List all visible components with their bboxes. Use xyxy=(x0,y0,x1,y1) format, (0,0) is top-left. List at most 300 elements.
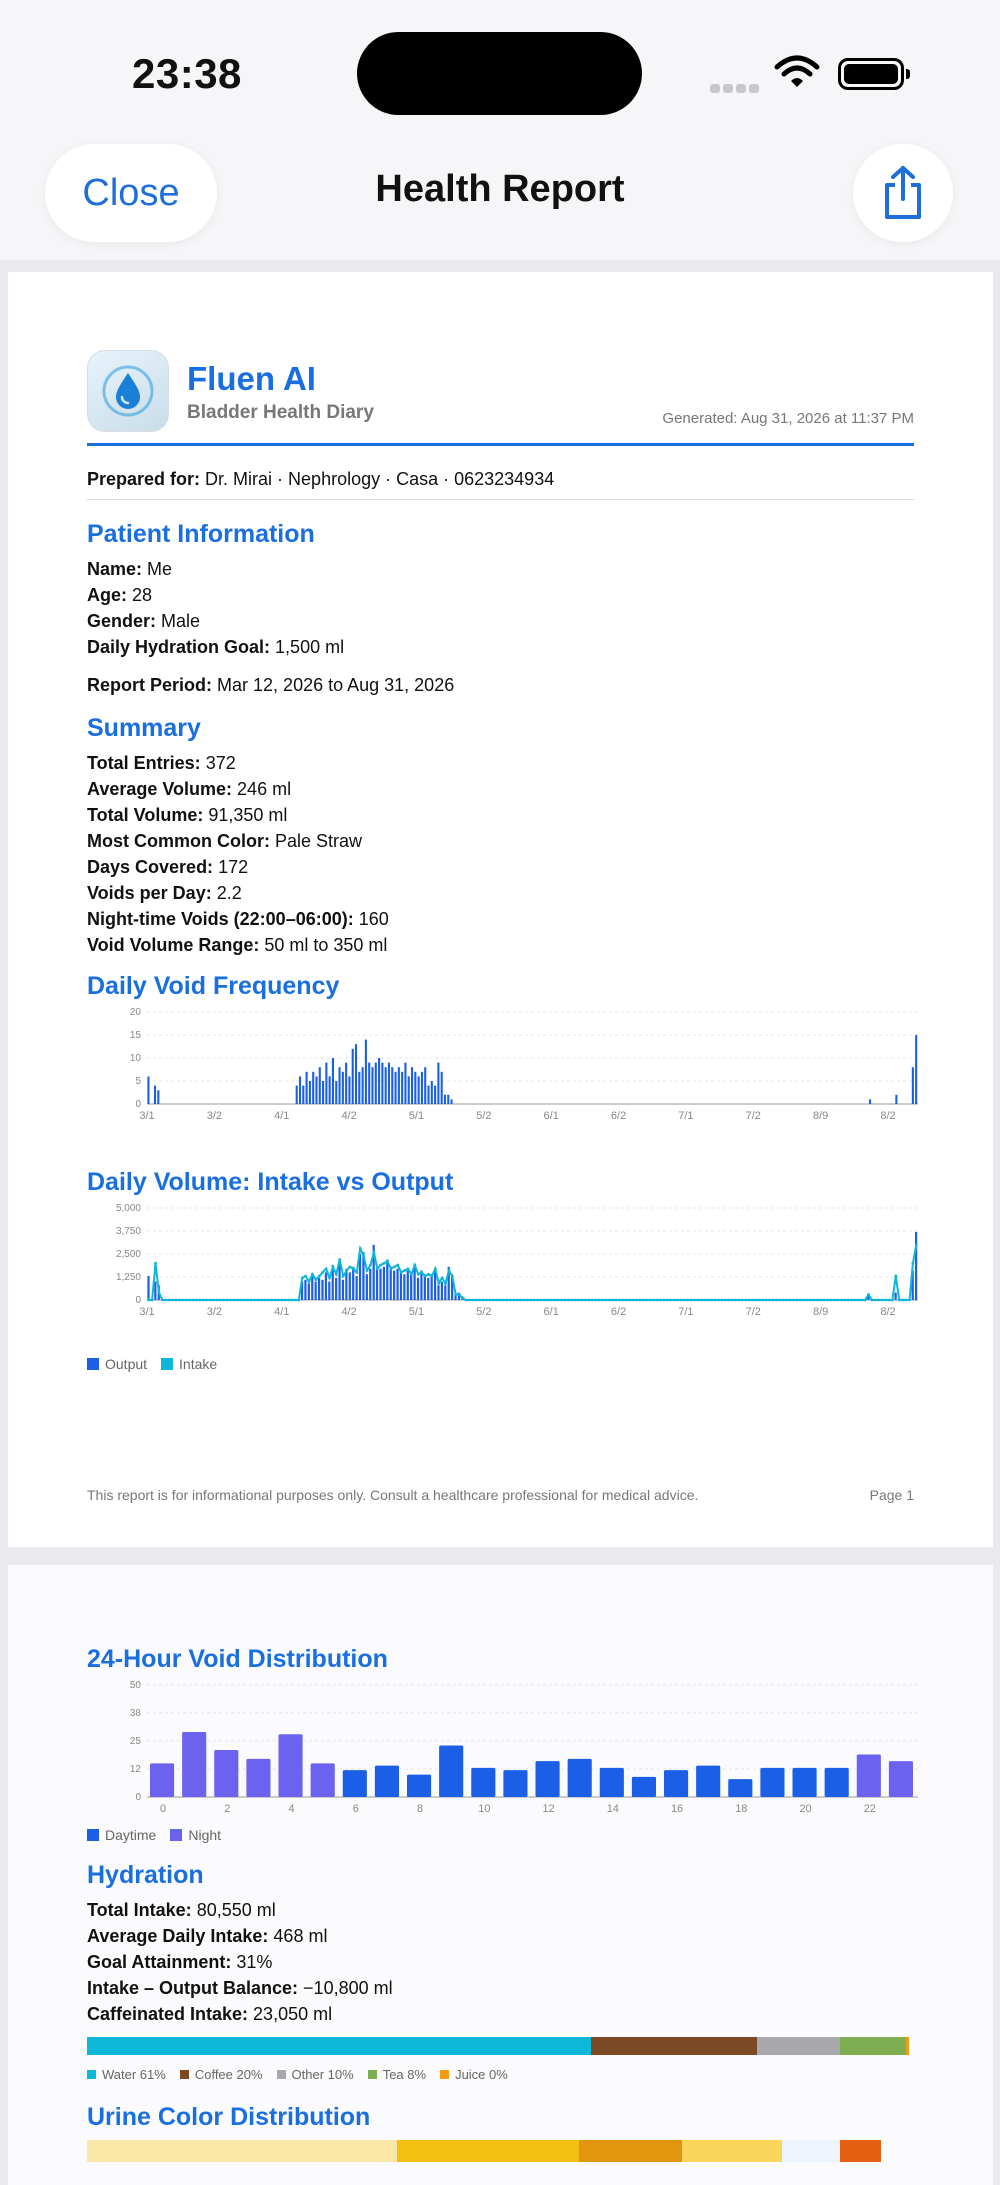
void-frequency-chart xyxy=(87,1004,927,1124)
intake-point xyxy=(400,1271,403,1274)
intake-point xyxy=(690,1299,693,1302)
intake-point xyxy=(318,1275,321,1278)
output-bar xyxy=(318,1278,320,1300)
intake-point xyxy=(615,1299,618,1302)
output-bar xyxy=(403,1274,405,1300)
frequency-bar xyxy=(395,1072,397,1104)
intake-point xyxy=(430,1275,433,1278)
hydration-field-value: 23,050 ml xyxy=(248,2004,333,2024)
intake-point xyxy=(277,1299,280,1302)
hour-bar xyxy=(439,1745,463,1797)
output-bar xyxy=(325,1272,327,1300)
intake-point xyxy=(280,1299,283,1302)
intake-point xyxy=(853,1299,856,1302)
frequency-bar xyxy=(348,1076,350,1104)
hydration-field-value: 31% xyxy=(231,1952,273,1972)
intake-point xyxy=(529,1299,532,1302)
report-page-2 xyxy=(8,1565,993,2185)
intake-point xyxy=(424,1275,427,1278)
intake-point xyxy=(345,1269,348,1272)
intake-point xyxy=(164,1299,167,1302)
drink-legend-label: Other 10% xyxy=(291,2067,354,2082)
hydration-field-value: 468 ml xyxy=(268,1926,328,1946)
x-tick-label: 6/1 xyxy=(543,1110,559,1122)
frequency-bar xyxy=(912,1067,914,1104)
x-tick-label: 5/2 xyxy=(476,1306,492,1318)
intake-point xyxy=(454,1293,457,1296)
summary-field-row xyxy=(87,854,389,880)
frequency-bar xyxy=(421,1072,423,1104)
prepared-value: Dr. Mirai · Nephrology · Casa · 0623234934 xyxy=(205,469,555,489)
drink-segment xyxy=(87,2037,591,2055)
intake-point xyxy=(741,1299,744,1302)
intake-point xyxy=(587,1299,590,1302)
frequency-bar xyxy=(414,1072,416,1104)
hydration-field-row xyxy=(87,2001,393,2027)
intake-point xyxy=(181,1299,184,1302)
hour-bar xyxy=(696,1766,720,1797)
intake-point xyxy=(758,1299,761,1302)
frequency-bar xyxy=(368,1063,370,1104)
output-bar xyxy=(379,1269,381,1300)
intake-point xyxy=(239,1299,242,1302)
y-tick-label: 15 xyxy=(129,1030,141,1041)
hydration-field-label: Caffeinated Intake: xyxy=(87,2004,249,2024)
intake-point xyxy=(485,1299,488,1302)
intake-point xyxy=(471,1299,474,1302)
intake-point xyxy=(216,1299,219,1302)
summary-field-label: Average Volume: xyxy=(87,779,233,799)
y-tick-label: 3,750 xyxy=(115,1226,141,1237)
prepared-label: Prepared for: xyxy=(87,469,201,489)
frequency-bar xyxy=(309,1081,311,1104)
hour-bar xyxy=(407,1775,431,1797)
output-bar xyxy=(386,1260,388,1300)
report-period-label: Report Period: xyxy=(87,675,213,695)
hour-bar xyxy=(279,1734,303,1797)
urine-color-bar xyxy=(87,2140,914,2162)
intake-point xyxy=(857,1299,860,1302)
output-bar xyxy=(393,1271,395,1300)
intake-point xyxy=(420,1271,423,1274)
intake-point xyxy=(448,1269,451,1272)
intake-point xyxy=(720,1299,723,1302)
intake-point xyxy=(154,1262,157,1265)
color-segment xyxy=(682,2140,781,2162)
intake-point xyxy=(645,1299,648,1302)
intake-point xyxy=(652,1299,655,1302)
frequency-bar xyxy=(418,1076,420,1104)
legend-swatch-daytime xyxy=(87,1829,99,1841)
summary-field-value: 50 ml to 350 ml xyxy=(259,935,388,955)
summary-field-value: 91,350 ml xyxy=(203,805,288,825)
output-bar xyxy=(308,1283,310,1300)
frequency-bar xyxy=(154,1086,156,1104)
intake-point xyxy=(622,1299,625,1302)
output-bar xyxy=(338,1263,340,1300)
frequency-bar xyxy=(869,1099,871,1104)
intake-point xyxy=(526,1299,529,1302)
volume-legend xyxy=(87,1356,217,1372)
output-bar xyxy=(352,1267,354,1300)
output-bar xyxy=(147,1276,149,1300)
intake-point xyxy=(314,1278,317,1281)
intake-point xyxy=(304,1275,307,1278)
intake-point xyxy=(697,1299,700,1302)
legend-swatch xyxy=(277,2070,286,2079)
x-tick-label: 3/1 xyxy=(139,1110,155,1122)
brand-name: Fluen AI xyxy=(187,360,316,397)
intake-point xyxy=(519,1299,522,1302)
intake-point xyxy=(778,1299,781,1302)
legend-swatch xyxy=(180,2070,189,2079)
drink-distribution-bar xyxy=(87,2037,914,2055)
intake-point xyxy=(604,1299,607,1302)
intake-point xyxy=(564,1299,567,1302)
intake-point xyxy=(598,1299,601,1302)
legend-swatch xyxy=(440,2070,449,2079)
intake-point xyxy=(301,1277,304,1280)
divider xyxy=(87,499,914,500)
intake-point xyxy=(284,1299,287,1302)
intake-point xyxy=(342,1275,345,1278)
x-tick-label: 4/1 xyxy=(274,1306,290,1318)
y-tick-label: 0 xyxy=(135,1295,141,1306)
frequency-bar xyxy=(441,1072,443,1104)
intake-point xyxy=(881,1299,884,1302)
output-bar xyxy=(427,1278,429,1300)
frequency-bar xyxy=(437,1063,439,1104)
intake-point xyxy=(577,1299,580,1302)
intake-point xyxy=(755,1299,758,1302)
share-button[interactable] xyxy=(853,144,953,242)
hour-bar xyxy=(632,1777,656,1797)
output-bar xyxy=(328,1282,330,1300)
intake-point xyxy=(362,1254,365,1257)
intake-point xyxy=(765,1299,768,1302)
intake-point xyxy=(332,1265,335,1268)
intake-point xyxy=(642,1299,645,1302)
drink-legend-label: Water 61% xyxy=(102,2067,166,2082)
intake-point xyxy=(274,1299,277,1302)
hour-bar xyxy=(889,1761,913,1797)
intake-point xyxy=(461,1297,464,1300)
page-number: Page 1 xyxy=(869,1487,914,1503)
output-bar xyxy=(444,1285,446,1300)
x-tick-label: 5/2 xyxy=(476,1110,492,1122)
drink-legend-item xyxy=(277,2067,354,2082)
frequency-bar xyxy=(447,1095,449,1104)
intake-point xyxy=(465,1299,468,1302)
summary-field-value: 246 ml xyxy=(232,779,292,799)
frequency-bar xyxy=(401,1072,403,1104)
intake-point xyxy=(819,1299,822,1302)
drink-legend-item xyxy=(440,2067,508,2082)
intake-point xyxy=(550,1299,553,1302)
intake-point xyxy=(260,1299,263,1302)
intake-point xyxy=(823,1299,826,1302)
frequency-bar xyxy=(915,1035,917,1104)
intake-point xyxy=(222,1299,225,1302)
intake-point xyxy=(325,1267,328,1270)
x-tick-label: 7/2 xyxy=(745,1306,761,1318)
output-bar xyxy=(154,1282,156,1300)
frequency-bar xyxy=(352,1049,354,1104)
output-bar xyxy=(390,1267,392,1300)
intake-point xyxy=(560,1299,563,1302)
output-bar xyxy=(413,1267,415,1300)
summary-field-label: Total Volume: xyxy=(87,805,204,825)
distribution-legend xyxy=(87,1827,221,1843)
intake-point xyxy=(294,1299,297,1302)
output-bar xyxy=(915,1232,917,1300)
hour-bar xyxy=(760,1768,784,1797)
summary-field-value: 372 xyxy=(200,753,236,773)
hour-bar xyxy=(825,1768,849,1797)
x-tick-label: 4/2 xyxy=(341,1110,357,1122)
intake-line xyxy=(149,1245,917,1300)
patient-field-row xyxy=(87,556,344,582)
intake-point xyxy=(366,1269,369,1272)
x-tick-label: 14 xyxy=(606,1803,619,1815)
hydration-field-label: Total Intake: xyxy=(87,1900,192,1920)
x-tick-label: 6/2 xyxy=(610,1306,627,1318)
x-tick-label: 4 xyxy=(288,1803,295,1815)
y-tick-label: 10 xyxy=(129,1053,141,1064)
patient-info-heading: Patient Information xyxy=(87,520,315,548)
dynamic-island xyxy=(357,32,642,115)
output-bar xyxy=(417,1278,419,1300)
summary-field-row xyxy=(87,906,389,932)
color-segment xyxy=(840,2140,881,2162)
frequency-bar xyxy=(345,1063,347,1104)
y-tick-label: 2,500 xyxy=(115,1249,141,1260)
drink-segment xyxy=(757,2037,840,2055)
summary-field-row xyxy=(87,880,389,906)
x-tick-label: 5/1 xyxy=(408,1306,425,1318)
y-tick-label: 25 xyxy=(129,1736,141,1747)
legend-swatch-output xyxy=(87,1358,99,1370)
intake-point xyxy=(782,1299,785,1302)
intake-point xyxy=(390,1267,393,1270)
intake-point xyxy=(864,1299,867,1302)
color-segment xyxy=(782,2140,840,2162)
frequency-bar xyxy=(358,1072,360,1104)
intake-point xyxy=(792,1299,795,1302)
intake-point xyxy=(413,1264,416,1267)
intake-point xyxy=(581,1299,584,1302)
intake-point xyxy=(158,1291,161,1294)
frequency-bar xyxy=(434,1086,436,1104)
intake-point xyxy=(833,1299,836,1302)
intake-point xyxy=(352,1267,355,1270)
legend-swatch-night xyxy=(170,1829,182,1841)
hour-bar xyxy=(793,1768,817,1797)
intake-point xyxy=(594,1299,597,1302)
output-bar xyxy=(437,1285,439,1300)
x-tick-label: 4/2 xyxy=(341,1306,357,1318)
intake-point xyxy=(877,1299,880,1302)
hour-bar xyxy=(857,1754,881,1797)
intake-point xyxy=(250,1299,253,1302)
output-bar xyxy=(304,1280,306,1300)
drink-legend-label: Coffee 20% xyxy=(194,2067,263,2082)
status-time: 23:38 xyxy=(132,50,242,97)
intake-point xyxy=(355,1271,358,1274)
intake-point xyxy=(229,1299,232,1302)
volume-heading: Daily Volume: Intake vs Output xyxy=(87,1168,454,1196)
hydration-field-label: Average Daily Intake: xyxy=(87,1926,269,1946)
y-tick-label: 5,000 xyxy=(115,1203,141,1214)
intake-point xyxy=(915,1243,918,1246)
intake-point xyxy=(338,1258,341,1261)
intake-point xyxy=(703,1299,706,1302)
hour-bar xyxy=(214,1750,238,1797)
drink-legend xyxy=(87,2067,508,2082)
intake-point xyxy=(495,1299,498,1302)
prepared-for xyxy=(87,469,554,490)
intake-point xyxy=(806,1299,809,1302)
frequency-bar xyxy=(427,1086,429,1104)
intake-point xyxy=(799,1299,802,1302)
intake-point xyxy=(737,1299,740,1302)
intake-point xyxy=(676,1299,679,1302)
intake-point xyxy=(867,1293,870,1296)
void-frequency-heading: Daily Void Frequency xyxy=(87,972,340,1000)
hydration-field-row xyxy=(87,1923,393,1949)
x-tick-label: 6/2 xyxy=(610,1110,627,1122)
intake-point xyxy=(533,1299,536,1302)
intake-point xyxy=(717,1299,720,1302)
summary-field-value: 172 xyxy=(213,857,249,877)
frequency-bar xyxy=(895,1095,897,1104)
intake-point xyxy=(727,1299,730,1302)
close-button[interactable]: Close xyxy=(45,144,217,242)
intake-point xyxy=(437,1282,440,1285)
x-tick-label: 3/2 xyxy=(206,1306,223,1318)
intake-point xyxy=(403,1269,406,1272)
patient-field-value: Male xyxy=(156,611,201,631)
intake-point xyxy=(475,1299,478,1302)
intake-point xyxy=(502,1299,505,1302)
frequency-bar xyxy=(381,1063,383,1104)
intake-point xyxy=(611,1299,614,1302)
intake-point xyxy=(233,1299,236,1302)
x-tick-label: 8/2 xyxy=(880,1306,896,1318)
output-bar xyxy=(895,1293,897,1300)
page-title: Health Report xyxy=(375,168,625,210)
intake-point xyxy=(748,1299,751,1302)
frequency-bar xyxy=(329,1076,331,1104)
x-tick-label: 6 xyxy=(352,1803,359,1815)
intake-point xyxy=(396,1264,399,1267)
x-tick-label: 8/9 xyxy=(812,1306,829,1318)
intake-point xyxy=(669,1299,672,1302)
x-tick-label: 3/2 xyxy=(206,1110,223,1122)
legend-daytime: Daytime xyxy=(105,1827,157,1843)
patient-field-label: Daily Hydration Goal: xyxy=(87,637,271,657)
intake-point xyxy=(894,1275,897,1278)
intake-point xyxy=(376,1267,379,1270)
patient-field-value: Me xyxy=(142,559,173,579)
x-tick-label: 3/1 xyxy=(139,1306,155,1318)
frequency-bar xyxy=(339,1067,341,1104)
frequency-bar xyxy=(408,1076,410,1104)
intake-point xyxy=(840,1299,843,1302)
output-bar xyxy=(424,1274,426,1300)
intake-point xyxy=(369,1264,372,1267)
intake-point xyxy=(256,1299,259,1302)
intake-point xyxy=(809,1299,812,1302)
output-bar xyxy=(407,1271,409,1300)
patient-field-label: Age: xyxy=(87,585,127,605)
intake-point xyxy=(202,1299,205,1302)
intake-point xyxy=(263,1299,266,1302)
hour-bar xyxy=(343,1770,367,1797)
hydration-field-row xyxy=(87,1975,393,2001)
output-bar xyxy=(349,1272,351,1300)
navigation-bar xyxy=(0,130,1000,260)
drink-legend-item xyxy=(368,2067,426,2082)
frequency-bar xyxy=(302,1086,304,1104)
intake-point xyxy=(441,1277,444,1280)
patient-info-list xyxy=(87,556,344,660)
drink-segment xyxy=(840,2037,906,2055)
y-tick-label: 12 xyxy=(129,1764,141,1775)
intake-point xyxy=(219,1299,222,1302)
intake-point xyxy=(308,1280,311,1283)
summary-field-label: Night-time Voids (22:00–06:00): xyxy=(87,909,354,929)
hour-bar xyxy=(600,1768,624,1797)
intake-point xyxy=(383,1262,386,1265)
frequency-bar xyxy=(444,1095,446,1104)
output-bar xyxy=(383,1267,385,1300)
intake-point xyxy=(666,1299,669,1302)
intake-point xyxy=(444,1282,447,1285)
intake-point xyxy=(871,1299,874,1302)
intake-point xyxy=(574,1299,577,1302)
frequency-bar xyxy=(147,1076,149,1104)
drink-legend-label: Juice 0% xyxy=(455,2067,508,2082)
frequency-bar xyxy=(325,1063,327,1104)
frequency-bar xyxy=(157,1090,159,1104)
cellular-signal-icon xyxy=(710,80,762,98)
summary-field-row xyxy=(87,802,389,828)
frequency-bar xyxy=(332,1058,334,1104)
summary-field-label: Voids per Day: xyxy=(87,883,212,903)
intake-point xyxy=(714,1299,717,1302)
intake-point xyxy=(898,1299,901,1302)
volume-chart xyxy=(87,1200,927,1320)
intake-point xyxy=(700,1299,703,1302)
x-tick-label: 7/2 xyxy=(745,1110,761,1122)
legend-swatch xyxy=(87,2070,96,2079)
intake-point xyxy=(335,1273,338,1276)
intake-point xyxy=(499,1299,502,1302)
intake-point xyxy=(407,1267,410,1270)
summary-heading: Summary xyxy=(87,714,201,742)
intake-point xyxy=(147,1299,150,1302)
frequency-bar xyxy=(388,1063,390,1104)
patient-field-row xyxy=(87,634,344,660)
intake-point xyxy=(226,1299,229,1302)
intake-point xyxy=(198,1299,201,1302)
hour-bar xyxy=(503,1770,527,1797)
intake-point xyxy=(744,1299,747,1302)
intake-point xyxy=(656,1299,659,1302)
output-bar xyxy=(441,1282,443,1300)
intake-point xyxy=(185,1299,188,1302)
